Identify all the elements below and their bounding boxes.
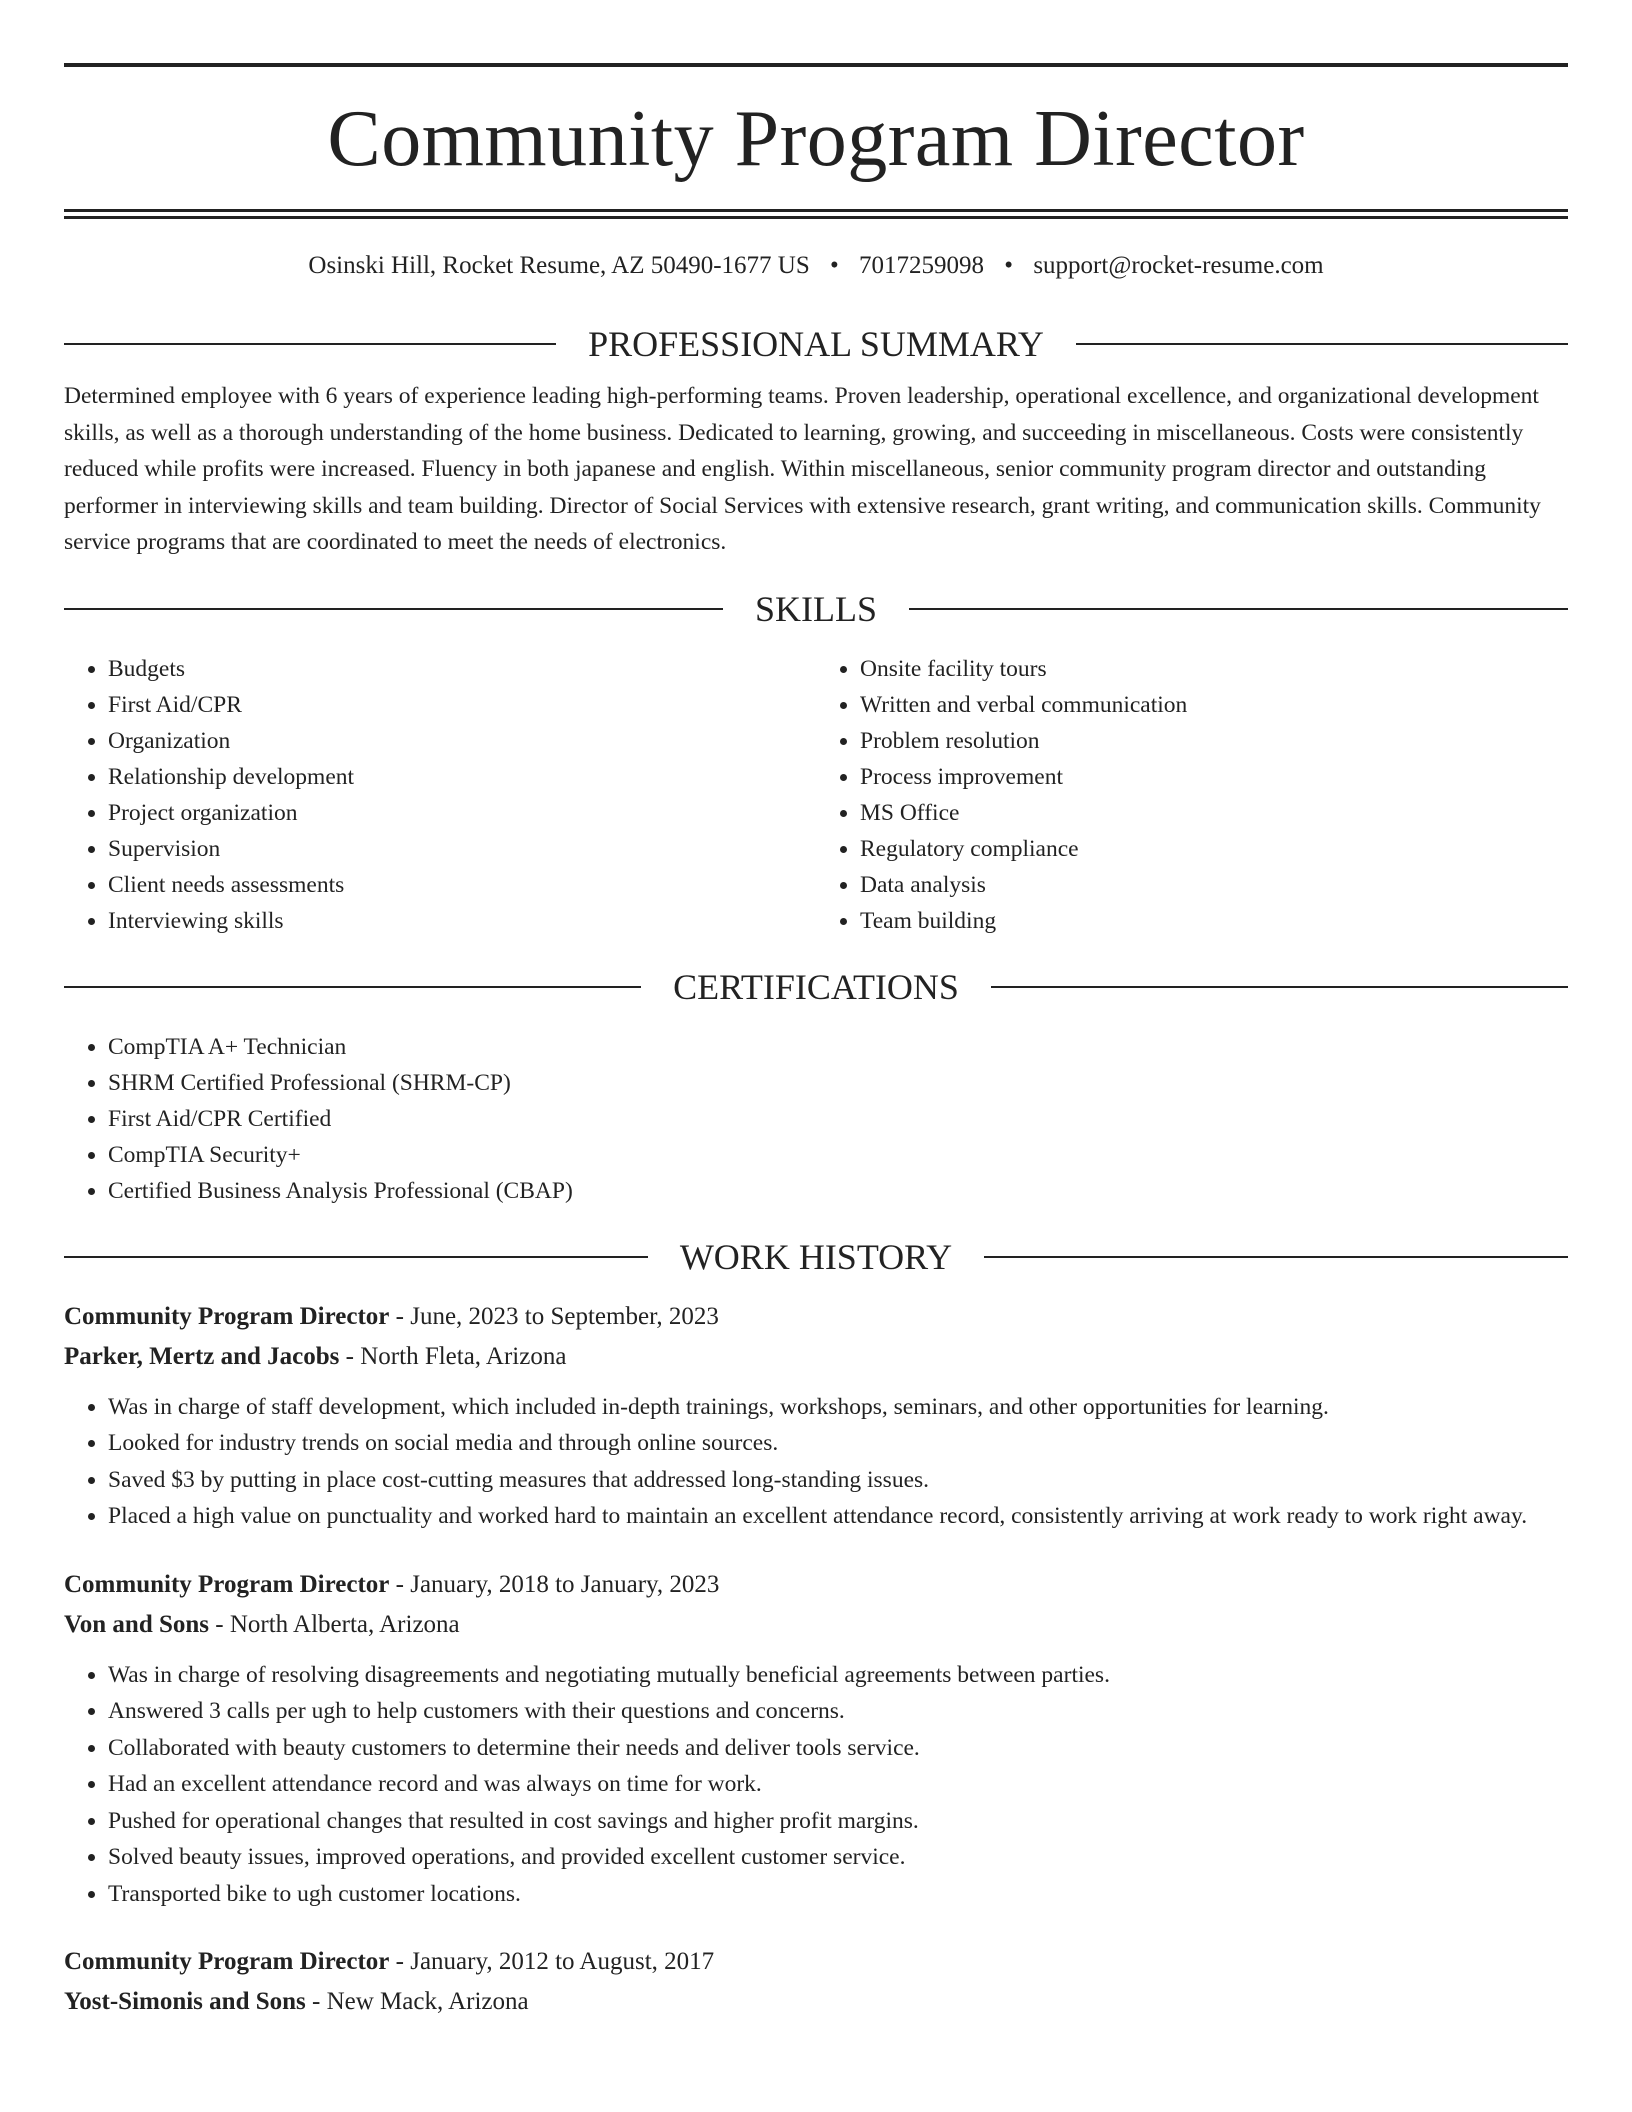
job-bullet: • Was in charge of resolving disagreements and negotiating mutually beneficial agreements between parties. (108, 1657, 1568, 1694)
skill-item: • Interviewing skills (108, 903, 816, 939)
job-location: - North Alberta, Arizona (209, 1610, 460, 1638)
job-title-line (64, 1565, 1568, 1605)
heading-rule (64, 986, 641, 988)
job-dates: - January, 2018 to January, 2023 (389, 1570, 720, 1598)
job-bullet: • Looked for industry trends on social media and through online sources. (108, 1425, 1568, 1462)
contact-line (64, 252, 1568, 280)
job-bullet: • Solved beauty issues, improved operations, and provided excellent customer service. (108, 1839, 1568, 1876)
heading-rule (991, 986, 1568, 988)
contact-separator: • (830, 252, 839, 279)
certification-item: • CompTIA A+ Technician (108, 1029, 1568, 1065)
heading-rule (1076, 343, 1568, 345)
skill-item: • Client needs assessments (108, 867, 816, 903)
heading-rule (64, 1256, 648, 1258)
heading-rule (984, 1256, 1568, 1258)
job-title-line (64, 1942, 1568, 1982)
job-bullets (64, 1657, 1568, 1913)
job-bullet: • Placed a high value on punctuality and worked hard to maintain an excellent attendance record, consistently arriving at work ready to work right away. (108, 1498, 1568, 1535)
section-title: WORK HISTORY (679, 1236, 953, 1277)
job-bullet: • Transported bike to ugh customer locations. (108, 1876, 1568, 1913)
skill-item: • Onsite facility tours (860, 651, 1568, 687)
skills-list-left (64, 651, 816, 939)
skill-item: • Organization (108, 723, 816, 759)
job-title-line (64, 1297, 1568, 1337)
contact-separator: • (1004, 252, 1014, 279)
job-bullet: • Pushed for operational changes that resulted in cost savings and higher profit margins. (108, 1803, 1568, 1840)
work-history-list (64, 1297, 1568, 2023)
job-title: Community Program Director (64, 1302, 390, 1330)
job-entry (64, 1565, 1568, 1913)
certification-item: • SHRM Certified Professional (SHRM-CP) (108, 1065, 1568, 1101)
section-heading-skills (64, 588, 1568, 629)
section-title: PROFESSIONAL SUMMARY (588, 324, 1044, 364)
skill-item: • First Aid/CPR (108, 687, 816, 723)
job-company: Yost-Simonis and Sons (64, 1988, 306, 2015)
section-heading-summary (64, 326, 1568, 362)
heading-rule (64, 608, 723, 610)
skill-item: • Regulatory compliance (860, 831, 1568, 867)
job-bullet: • Had an excellent attendance record and was always on time for work. (108, 1766, 1568, 1803)
certification-item: • Certified Business Analysis Professional (CBAP) (108, 1173, 1568, 1209)
skill-item: • Data analysis (860, 867, 1568, 903)
skill-item: • MS Office (860, 795, 1568, 831)
resume-title: Community Program Director (327, 95, 1305, 183)
job-company-line (64, 1605, 1568, 1645)
section-heading-certifications (64, 966, 1568, 1007)
job-dates: - June, 2023 to September, 2023 (389, 1302, 719, 1330)
skills-grid (64, 651, 1568, 939)
skill-item: • Written and verbal communication (860, 687, 1568, 723)
job-location: - North Fleta, Arizona (339, 1342, 567, 1370)
skill-item: • Team building (860, 903, 1568, 939)
job-bullet: • Was in charge of staff development, which included in-depth trainings, workshops, seminars, and other opportunities for learning. (108, 1389, 1568, 1426)
summary-text: Determined employee with 6 years of experience leading high-performing teams. Proven leadership, operational excellence, and organizational development skills, as well as a thorough understanding of the home business. Dedicated to learning, growing, and succeeding in miscellaneous. Costs were consistently reduced while profits were increased. Fluency in both japanese and english. Within miscellaneous, senior community program director and outstanding performer in interviewing skills and team building. Director of Social Services with extensive research, grant writing, and communication skills. Community service programs that are coordinated to meet the needs of electronics. (64, 383, 1541, 555)
job-company: Von and Sons (64, 1610, 210, 1638)
skill-item: • Supervision (108, 831, 816, 867)
heading-rule (64, 343, 556, 345)
section-heading-work-history (64, 1236, 1568, 1277)
job-company-line (64, 1337, 1568, 1377)
resume-page (64, 0, 1568, 2022)
certifications-list (64, 1029, 1568, 1209)
job-bullets (64, 1389, 1568, 1535)
contact-email: support@rocket-resume.com (1033, 252, 1324, 279)
job-bullet: • Saved $3 by putting in place cost-cutting measures that addressed long-standing issues. (108, 1462, 1568, 1499)
skills-list-right (816, 651, 1568, 939)
job-entry (64, 1942, 1568, 2022)
skill-item: • Problem resolution (860, 723, 1568, 759)
contact-phone: 7017259098 (859, 252, 985, 279)
skill-item: • Project organization (108, 795, 816, 831)
job-title: Community Program Director (64, 1570, 390, 1598)
heading-rule (909, 608, 1568, 610)
title-double-rule (64, 209, 1568, 219)
skill-item: • Budgets (108, 651, 816, 687)
top-rule (64, 63, 1568, 67)
section-title: CERTIFICATIONS (673, 966, 959, 1007)
contact-address: Osinski Hill, Rocket Resume, AZ 50490-1677 US (308, 252, 810, 279)
job-company: Parker, Mertz and Jacobs (64, 1342, 340, 1370)
job-location: - New Mack, Arizona (305, 1988, 529, 2015)
job-bullet: • Answered 3 calls per ugh to help customers with their questions and concerns. (108, 1693, 1568, 1730)
job-entry (64, 1297, 1568, 1535)
skill-item: • Process improvement (860, 759, 1568, 795)
job-title: Community Program Director (64, 1948, 390, 1975)
section-title: SKILLS (755, 588, 878, 629)
job-dates: - January, 2012 to August, 2017 (389, 1948, 715, 1975)
certification-item: • CompTIA Security+ (108, 1137, 1568, 1173)
job-bullet: • Collaborated with beauty customers to determine their needs and deliver tools service. (108, 1730, 1568, 1767)
certification-item: • First Aid/CPR Certified (108, 1101, 1568, 1137)
job-company-line (64, 1982, 1568, 2022)
skill-item: • Relationship development (108, 759, 816, 795)
